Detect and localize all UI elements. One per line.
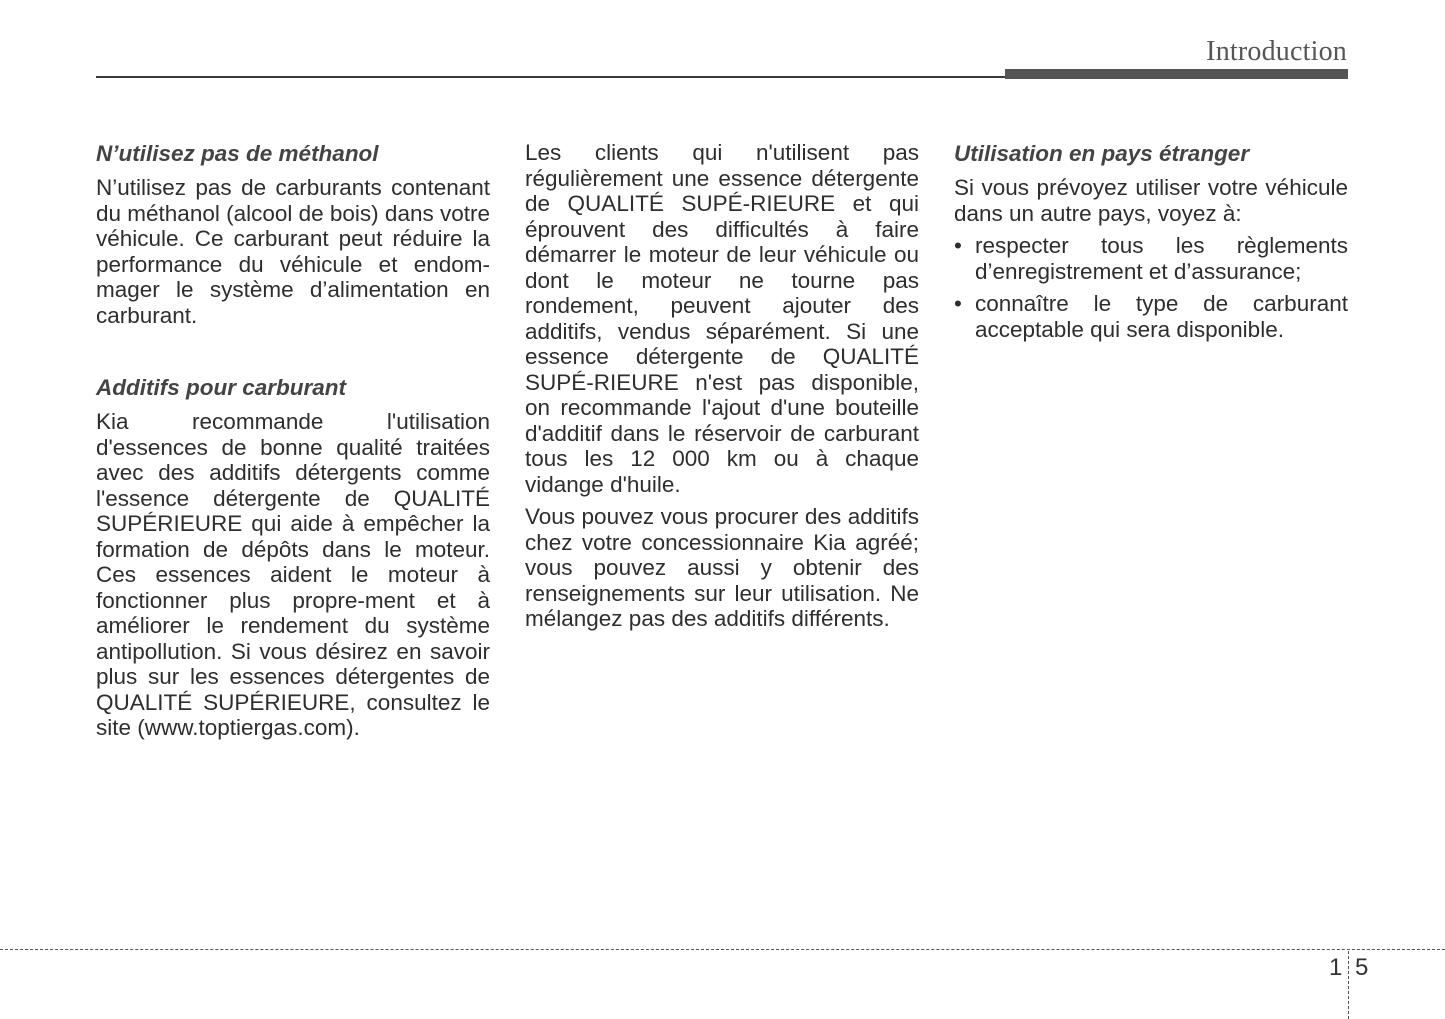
heading-fuel-additives: Additifs pour carburant [96,375,347,400]
list-item-text: respecter tous les règlements d’enregistrement et d’assurance; [975,233,1348,284]
list-item-text: connaître le type de carburant acceptable qui sera disponible. [975,291,1348,342]
section-title: Introduction [1206,36,1347,67]
page-number: 5 [1355,954,1369,981]
heading-methanol: N’utilisez pas de méthanol [96,141,379,166]
paragraph-foreign-use: Si vous prévoyez utiliser votre véhicule dans un autre pays, voyez à: [954,175,1348,226]
bullet-list [954,233,1348,342]
list-item [954,233,1348,284]
paragraph-fuel-additives: Kia recommande l'utilisation d'essences de bonne qualité traitées avec des additifs détergents comme l'essence détergente de QUALITÉ SUPÉRIEURE qui aide à empêcher la formation de dépôts dans le moteur. Ces essences aident le moteur à fonctionner plus propre-ment et à améliorer le rendement du système antipollution. Si vous désirez en savoir plus sur les essences détergentes de QUALITÉ SUPÉRIEURE, consultez le site (www.toptiergas.com). [96,409,490,740]
heading-foreign-use: Utilisation en pays étranger [954,141,1250,166]
paragraph-additive-usage: Les clients qui n'utilisent pas régulièrement une essence détergente de QUALITÉ SUPÉ-RIEURE et qui éprouvent des difficultés à faire démarrer le moteur de leur véhicule ou dont le moteur ne tourne pas rondement, peuvent ajouter des additifs, vendus séparément. Si une essence détergente de QUALITÉ SUPÉ-RIEURE n'est pas disponible, on recommande l'ajout d'une bouteille d'additif dans le réservoir de carburant tous les 12 000 km ou à chaque vidange d'huile. [525,140,919,497]
footer-dashed-divider [1348,951,1349,1019]
column-right [954,140,1348,349]
section-spacer [96,335,490,374]
bullet-dot: • [954,233,962,258]
header-rule-accent [1005,69,1348,79]
chapter-number: 1 [1329,954,1343,981]
footer-dashed-rule [0,949,1445,950]
column-left [96,140,490,748]
header-rule [96,76,1006,78]
bullet-dot: • [954,291,962,316]
column-middle [525,140,919,639]
paragraph-methanol: N’utilisez pas de carburants contenant du méthanol (alcool de bois) dans votre véhicule. Ce carburant peut réduire la performance du véhicule et endom-mager le système d’alimentation en carburant. [96,175,490,328]
list-item [954,291,1348,342]
paragraph-dealer-additives: Vous pouvez vous procurer des additifs chez votre concessionnaire Kia agréé; vous pouvez aussi y obtenir des renseignements sur leur utilisation. Ne mélangez pas des additifs différents. [525,504,919,631]
